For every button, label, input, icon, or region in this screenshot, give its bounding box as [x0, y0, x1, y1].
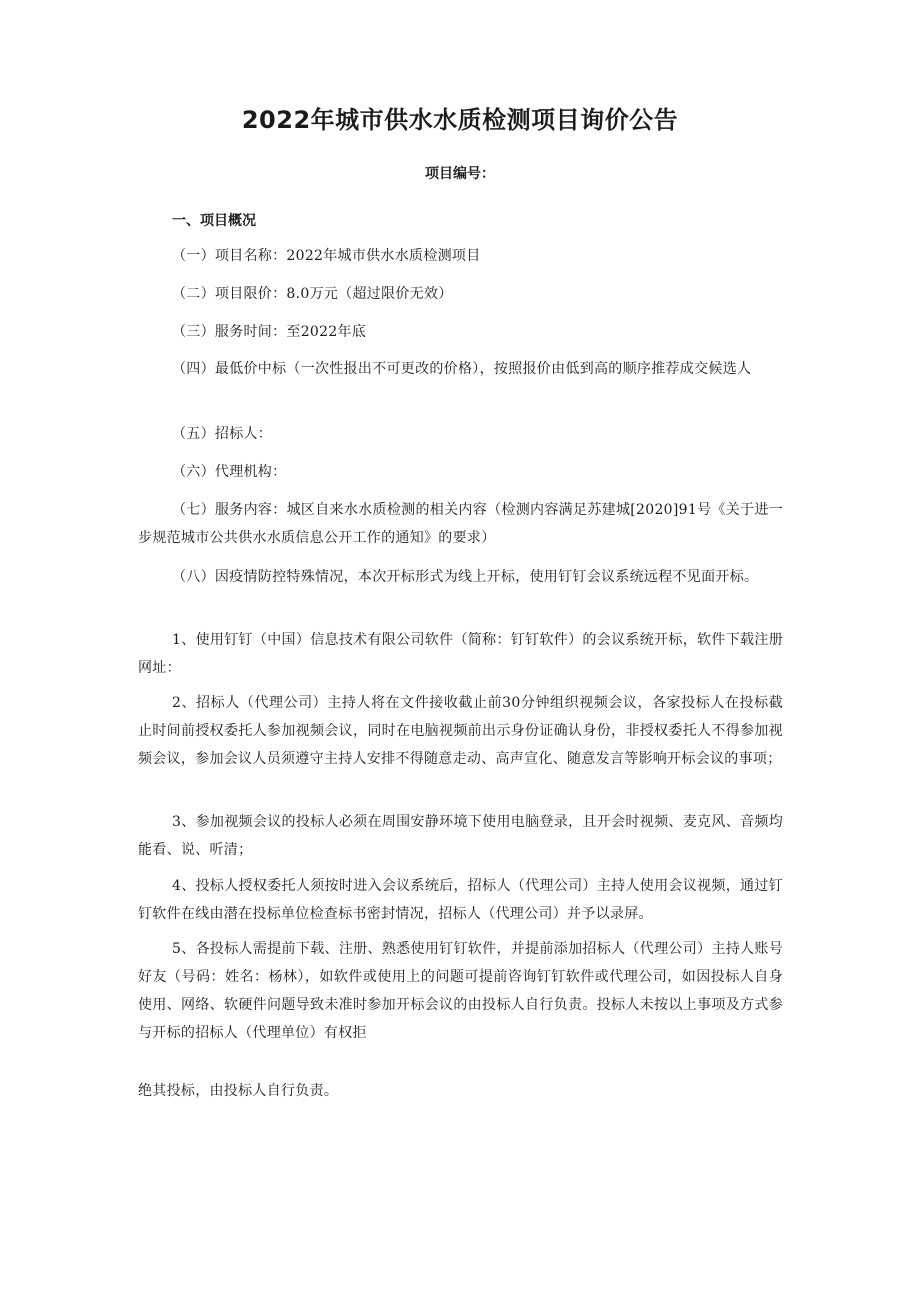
closing-line: 绝其投标，由投标人自行负责。 — [138, 1083, 339, 1099]
numbered-item-4: 4、投标人授权委托人须按时进入会议系统后，招标人（代理公司）主持人使用会议视频，通过钉钉软件在线由潜在投标单位检查标书密封情况，招标人（代理公司）并予以录屏。 — [138, 878, 783, 922]
item-service-time: （三）服务时间：至2022年底 — [172, 324, 367, 340]
numbered-item-5: 5、各投标人需提前下载、注册、熟悉使用钉钉软件，并提前添加招标人（代理公司）主持人账号好友（号码：姓名：杨林），如软件或使用上的问题可提前咨询钉钉软件或代理公司，如因投标人自身使用、网络、软硬件问题导致未准时参加开标会议的由投标人自行负责。投标人未按以上事项及方式参与开标的招标人（代理单位）有权拒 — [138, 941, 783, 1041]
document-title: 2022年城市供水水质检测项目询价公告 — [241, 106, 679, 134]
item-price-limit: （二）项目限价：8.0万元（超过限价无效） — [172, 286, 453, 302]
project-number-label: 项目编号： — [425, 166, 495, 182]
section-heading-overview: 一、项目概况 — [172, 213, 256, 229]
numbered-item-1: 1、使用钉钉（中国）信息技术有限公司软件（简称：钉钉软件）的会议系统开标，软件下载注册网址： — [138, 632, 783, 676]
item-service-content: （七）服务内容：城区自来水水质检测的相关内容（检测内容满足苏建城[2020]91号《关于进一步规范城市公共供水水质信息公开工作的通知》的要求） — [138, 502, 783, 546]
item-project-name: （一）项目名称：2022年城市供水水质检测项目 — [172, 248, 481, 264]
item-tenderer: （五）招标人： — [172, 426, 273, 442]
numbered-item-3: 3、参加视频会议的投标人必须在周围安静环境下使用电脑登录，且开会时视频、麦克风、音频均能看、说、听清； — [138, 814, 783, 858]
item-online-opening: （八）因疫情防控特殊情况，本次开标形式为线上开标，使用钉钉会议系统远程不见面开标。 — [172, 569, 759, 585]
numbered-item-2: 2、招标人（代理公司）主持人将在文件接收截止前30分钟组织视频会议，各家投标人在投标截止时间前授权委托人参加视频会议，同时在电脑视频前出示身份证确认身份，非授权委托人不得参加视频会议，参加会议人员须遵守主持人安排不得随意走动、高声宣化、随意发言等影响开标会议的事项； — [138, 695, 783, 767]
item-lowest-price: （四）最低价中标（一次性报出不可更改的价格），按照报价由低到高的顺序推荐成交候选人 — [172, 361, 752, 377]
item-agency: （六）代理机构： — [172, 464, 287, 480]
